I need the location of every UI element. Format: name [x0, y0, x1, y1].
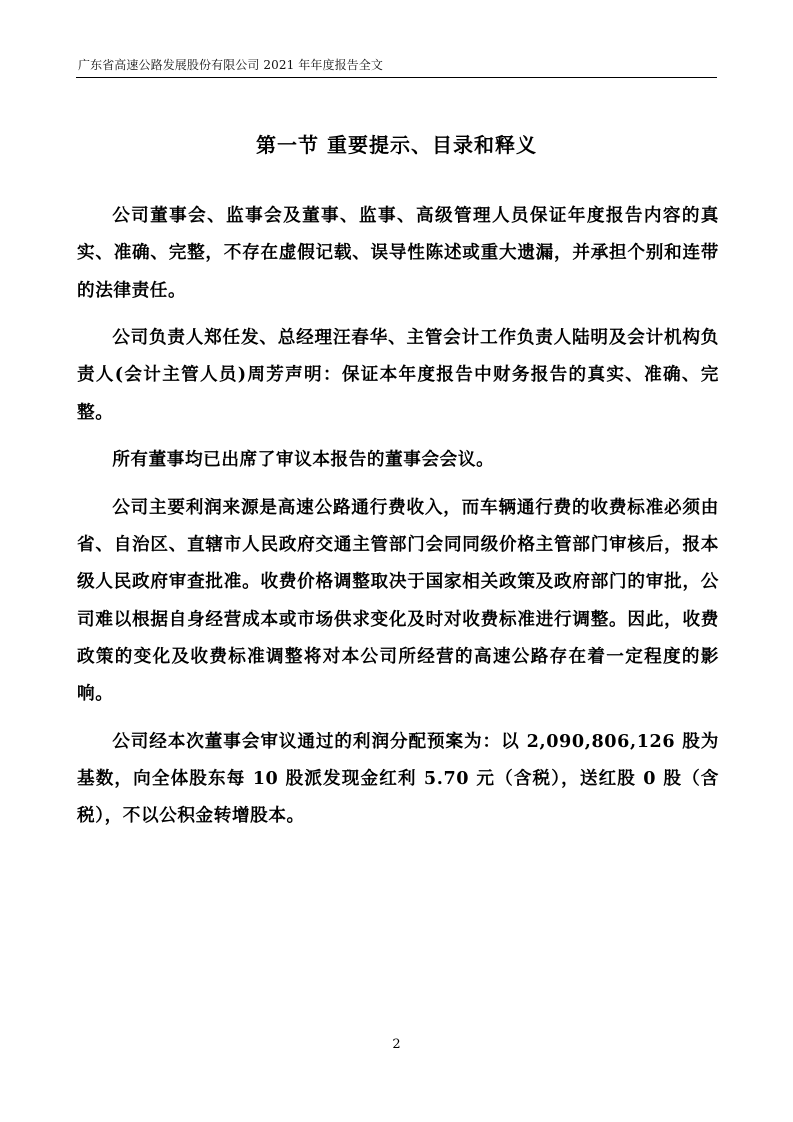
- paragraph-board-attendance: 所有董事均已出席了审议本报告的董事会会议。: [112, 449, 495, 471]
- paragraph-profit-source: 公司主要利润来源是高速公路通行费收入，而车辆通行费的收费标准必须由省、自治区、直辖市人民政府交通主管部门会同同级价格主管部门审核后，报本级人民政府审查批准。收费价格调整取决于国家相关政策及政府部门的审批，公司难以根据自身经营成本或市场供求变化及时对收费标准进行调整。因此，收费政策的变化及收费标准调整将对本公司所经营的高速公路存在着一定程度的影响。: [77, 496, 719, 705]
- section-title: 第一节 重要提示、目录和释义: [256, 133, 537, 157]
- header-divider: [76, 77, 717, 78]
- body-text: [77, 197, 719, 845]
- paragraph-profit-distribution: 公司经本次董事会审议通过的利润分配预案为：以 2,090,806,126 股为基数，向全体股东每 10 股派发现金红利 5.70 元（含税），送红股 0 股（含税），不以公积金转增股本。: [77, 730, 719, 827]
- paragraph-responsible-persons: 公司负责人郑任发、总经理汪春华、主管会计工作负责人陆明及会计机构负责人(会计主管人员)周芳声明：保证本年度报告中财务报告的真实、准确、完整。: [77, 327, 719, 423]
- document-header: 广东省高速公路发展股份有限公司 2021 年年度报告全文: [78, 58, 383, 72]
- paragraph-accuracy-statement: 公司董事会、监事会及董事、监事、高级管理人员保证年度报告内容的真实、准确、完整，不存在虚假记载、误导性陈述或重大遗漏，并承担个别和连带的法律责任。: [77, 205, 719, 301]
- page-number: 2: [392, 1037, 401, 1052]
